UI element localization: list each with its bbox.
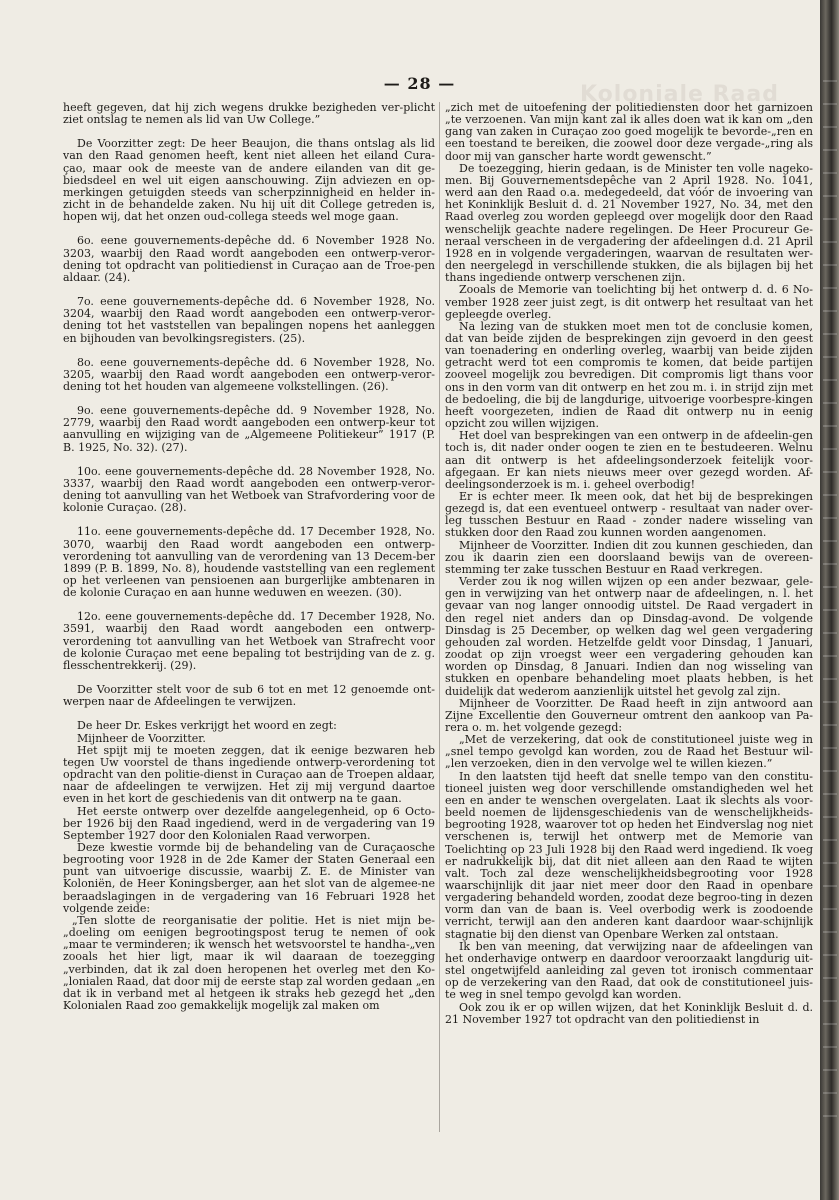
paragraph: Het doel van besprekingen van een ontwerp in de afdeelin-gen toch is, dit nader onder oogen te zien en te bestudeeren. Welnu aan dit ontwerp is het afdeelingsonderzoek feitelijk voor-afgegaan. Er kan niets nieuws meer over gezegd worden. Af-deelingsonderzoek is m. i. geheel overbodig!	[445, 429, 813, 491]
paragraph: Ook zou ik er op willen wijzen, dat het Koninklijk Besluit d. d. 21 November 1927 tot opdracht van den politiedienst in	[445, 1000, 813, 1026]
paragraph: Ik ben van meening, dat verwijzing naar de afdeelingen van het onderhavige ontwerp en daardoor veroorzaakt langdurig uit-stel ongetwijfeld aanleiding zal geven tot ironisch commentaar op de verzekering van den Raad, dat ook de constitutioneel juis-te weg in snel tempo gevolgd kan worden.	[445, 939, 813, 1002]
page-number: — 28 —	[383, 74, 456, 93]
paragraph: Mijnheer de Voorzitter. Indien dit zou kunnen geschieden, dan zou ik daarin zien een doorslaand bewijs van de overeen-stemming ter zake tusschen Bestuur en Raad verkregen.	[445, 538, 813, 576]
paragraph: Mijnheer de Voorzitter.	[77, 731, 206, 745]
paragraph: 10o. eene gouvernements-depêche dd. 28 November 1928, No. 3337, waarbij den Raad wordt aangeboden een ontwerp-veror-dening tot aanvulling van het Wetboek van Strafvordering voor de kolonie Curaçao. (28).	[63, 464, 435, 515]
paragraph: De toezegging, hierin gedaan, is de Minister ten volle nageko-men. Bij Gouvernementsdepêche van 2 April 1928. No. 1041, werd aan den Raad o.a. medegedeeld, dat vóór de invoering van het Koninklijk Besluit d. d. 21 November 1927, No. 34, met den Raad overleg zou worden gepleegd over mogelijk door den Raad wenschelijk geachte nadere regelingen. De Heer Procureur Ge-neraal verscheen in de vergadering der afdeelingen d.d. 21 April 1928 en in volgende vergaderingen, waarvan de resultaten wer-den neergelegd in verschillende stukken, die als bijlagen bij het thans ingediende ontwerp verschenen zijn.	[445, 161, 813, 285]
running-header-ghost: Koloniale Raad	[580, 82, 779, 107]
paragraph: Er is echter meer. Ik meen ook, dat het bij de besprekingen gezegd is, dat een eventueel ontwerp - resultaat van nader over-leg tusschen Bestuur en Raad - zonder nadere wisseling van stukken door den Raad zou kunnen worden aangenomen.	[445, 490, 813, 540]
column-divider	[439, 102, 440, 1132]
paragraph: Het eerste ontwerp over dezelfde aangelegenheid, op 6 Octo-ber 1926 bij den Raad ingediend, werd in de vergadering van 19 September 1927 door den Kolonialen Raad verworpen.	[63, 804, 435, 842]
paragraph: 9o. eene gouvernements-depêche dd. 9 November 1928, No. 2779, waarbij den Raad wordt aangeboden een ontwerp-keur tot aanvulling en wijziging van de „Algemeene Politiekeur” 1917 (P. B. 1925, No. 32). (27).	[63, 404, 435, 454]
paragraph: „Ten slotte de reorganisatie der politie. Het is niet mijn be-„doeling om eenigen begrootingspost terug te nemen of ook „maar te verminderen; ik wensch het wetsvoorstel te handha-„ven zooals het hier ligt, maar ik wil daaraan de toezegging „verbinden, dat ik zal doen heropenen het overleg met den Ko-„lonialen Raad, dat door mij de eerste stap zal worden gedaan „en dat ik in verband met al hetgeen ik straks heb gezegd het „den Kolonialen Raad zoo gemakkelijk mogelijk zal maken om	[63, 913, 435, 1012]
paragraph: 11o. eene gouvernements-depêche dd. 17 December 1928, No. 3070, waarbij den Raad wordt aangeboden een ontwerp-verordening tot aanvulling van de verordening van 13 Decem-ber 1899 (P. B. 1899, No. 8), houdende vaststelling van een reglement op het verleenen van pensioenen aan burgerlijke ambtenaren in de kolonie Curaçao en aan hunne weduwen en weezen. (30).	[63, 525, 435, 600]
paragraph: Zooals de Memorie van toelichting bij het ontwerp d. d. 6 No-vember 1928 zeer juist zegt, is dit ontwerp het resultaat van het gepleegde overleg.	[445, 283, 813, 321]
paragraph: De Voorzitter zegt: De heer Beaujon, die thans ontslag als lid van den Raad genomen heeft, kent niet alleen het eiland Cura-çao, maar ook de meeste van de andere eilanden van dit ge-biedsdeel en wel uit eigen aanschouwing. Zijn adviezen en op-merkingen getuigden steeds van scherpzinnigheid en helder in-zicht in de behandelde zaken. Nu hij uit dit College getreden is, hopen wij, dat het onzen oud-collega steeds wel moge gaan.	[63, 137, 435, 224]
paragraph: Deze kwestie vormde bij de behandeling van de Curaçaosche begrooting voor 1928 in de 2de Kamer der Staten Generaal een punt van uitvoerige discussie, waarbij Z. E. de Minister van Koloniën, de Heer Koningsberger, aan het slot van de algemee-ne beraadslagingen in de vergadering van 16 Februari 1928 het volgende zeide:	[63, 840, 435, 915]
paragraph: 6o. eene gouvernements-depêche dd. 6 November 1928 No. 3203, waarbij den Raad wordt aangeboden een ontwerp-veror-dening tot opdracht van politiedienst in Curaçao aan de Troe-pen aldaar. (24).	[63, 234, 435, 284]
paragraph: 7o. eene gouvernements-depêche dd. 6 November 1928, No. 3204, waarbij den Raad wordt aangeboden een ontwerp-veror-dening tot het vaststellen van bepalingen nopens het aanleggen en bijhouden van bevolkingsregisters. (25).	[63, 295, 435, 345]
paragraph: In den laatsten tijd heeft dat snelle tempo van den constitu-tioneel juisten weg door verschillende omstandigheden wel het een en ander te wenschen overgelaten. Laat ik slechts als voor-beeld noemen de lijdensgeschiedenis van de wenschelijkheids-begrooting 1928, waarover tot op heden het Eindverslag nog niet verschenen is, terwijl het ontwerp met de Memorie van Toelichting op 23 Juli 1928 bij den Raad werd ingediend. Ik voeg er nadrukkelijk bij, dat dit niet alleen aan den Raad te wijten valt. Toch zal deze wenschelijkheidsbegrooting voor 1928 waarschijnlijk dit jaar niet meer door den Raad in openbare vergadering behandeld worden, zoodat deze begroo-ting in dezen vorm dan van de baan is. Veel overbodig werk is zoodoende verricht, terwijl aan den anderen kant daardoor waar-schijnlijk stagnatie bij den dienst van Openbare Werken zal ontstaan.	[445, 769, 813, 941]
paragraph: De Voorzitter stelt voor de sub 6 tot en met 12 genoemde ont-werpen naar de Afdeelingen te verwijzen.	[63, 683, 435, 709]
paragraph: „Met de verzekering, dat ook de constitutioneel juiste weg in „snel tempo gevolgd kan worden, zou de Raad het Bestuur wil-„len verzoeken, dien in den vervolge wel te willen kiezen.”	[445, 733, 813, 771]
paragraph: heeft gegeven, dat hij zich wegens drukke bezigheden ver-plicht ziet ontslag te nemen als lid van Uw College.”	[63, 101, 435, 127]
edge-marks	[823, 80, 837, 1120]
paragraph: Het spijt mij te moeten zeggen, dat ik eenige bezwaren heb tegen Uw voorstel de thans ingediende ontwerp-verordening tot opdracht van den politie-dienst in Curaçao aan de Troepen aldaar, naar de afdeelingen te verwijzen. Het zij mij vergund daartoe even in het kort de geschiedenis van dit ontwerp na te gaan.	[63, 743, 435, 806]
paragraph: De heer Dr. Eskes verkrijgt het woord en zegt:	[77, 719, 337, 733]
paragraph: „zich met de uitoefening der politiediensten door het garnizoen „te verzoenen. Van mijn kant zal ik alles doen wat ik kan om „den gang van zaken in Curaçao zoo goed mogelijk te bevorde-„ren en een toestand te bereiken, die zoowel door deze vergade-„ring als door mij van ganscher harte wordt gewenscht.”	[445, 101, 813, 163]
paragraph: Mijnheer de Voorzitter. De Raad heeft in zijn antwoord aan Zijne Excellentie den Gouverneur omtrent den aankoop van Pa-rera o. m. het volgende gezegd:	[445, 696, 813, 734]
paragraph: 12o. eene gouvernements-depêche dd. 17 December 1928, No. 3591, waarbij den Raad wordt aangeboden een ontwerp-verordening tot aanvulling van het Wetboek van Strafrecht voor de kolonie Curaçao met eene bepaling tot bestrijding van de z. g. flesschentrekkerij. (29).	[63, 610, 435, 672]
paragraph: 8o. eene gouvernements-depêche dd. 6 November 1928, No. 3205, waarbij den Raad wordt aangeboden een ontwerp-veror-dening tot het houden van algemeene volkstellingen. (26).	[63, 355, 435, 393]
left-column	[63, 102, 435, 1012]
book-spine-edge	[820, 0, 839, 1200]
paragraph: Na lezing van de stukken moet men tot de conclusie komen, dat van beide zijden de besprekingen zijn gevoerd in den geest van toenadering en onderling overleg, waarbij van beide zijden getracht werd tot een compromis te komen, dat beide partijen zooveel mogelijk zou bevredigen. Dit compromis ligt thans voor ons in den vorm van dit ontwerp en het zou m. i. in strijd zijn met de bedoeling, die bij de langdurige, uitvoerige voorbespre-kingen heeft voorgezeten, indien de Raad dit ontwerp nu in eenig opzicht zou willen wijzigen.	[445, 319, 813, 431]
paragraph: Verder zou ik nog willen wijzen op een ander bezwaar, gele-gen in verwijzing van het ontwerp naar de afdeelingen, n. l. het gevaar van nog langer onnoodig uitstel. De Raad vergadert in den regel niet anders dan op Dinsdag-avond. De volgende Dinsdag is 25 December, op welken dag wel geen vergadering gehouden zal worden. Hetzelfde geldt voor Dinsdag, 1 Januari, zoodat op zijn vroegst weer een vergadering gehouden kan worden op Dinsdag, 8 Januari. Indien dan nog wisseling van stukken en openbare behandeling moet plaats hebben, is het duidelijk dat wederom aanzienlijk uitstel het gevolg zal zijn.	[445, 575, 813, 698]
right-column	[445, 102, 813, 1026]
